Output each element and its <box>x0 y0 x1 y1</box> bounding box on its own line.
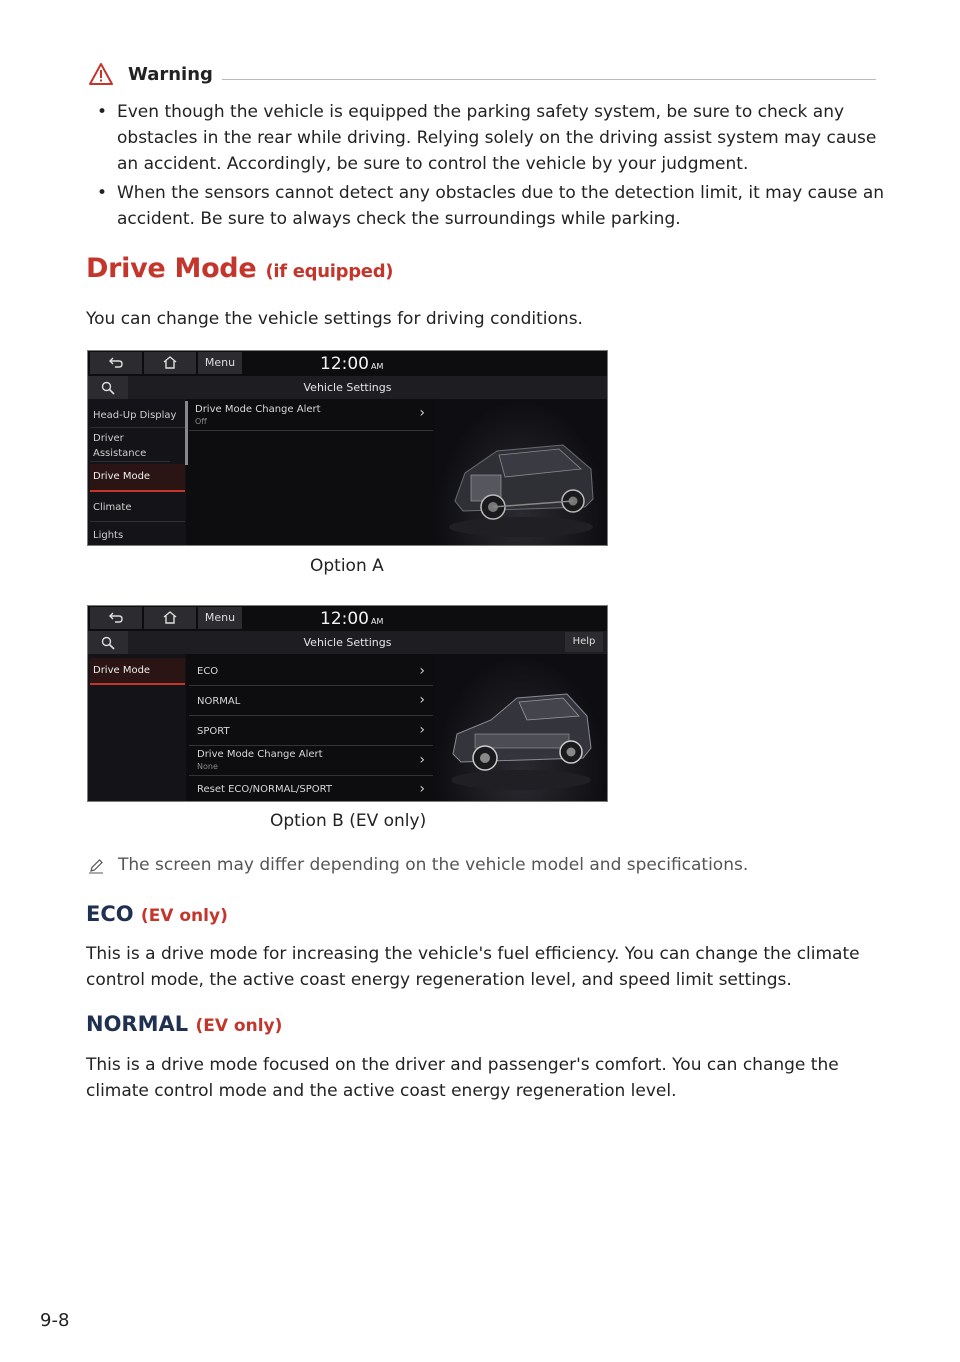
home-icon <box>163 611 177 624</box>
row-value: Off <box>195 417 207 426</box>
row-label: ECO <box>197 666 219 677</box>
menu-scrollbar[interactable] <box>185 401 188 465</box>
clock-ampm: AM <box>371 617 384 626</box>
top-bar <box>88 351 607 376</box>
settings-menu <box>88 399 186 546</box>
vehicle-image-panel <box>435 399 607 545</box>
row-label: Reset ECO/NORMAL/SPORT <box>197 784 332 795</box>
menu-item-lights[interactable]: Lights <box>93 530 124 541</box>
caption-option-a: Option A <box>310 556 384 576</box>
ev-vehicle-illustration <box>435 654 607 801</box>
eco-suffix: (EV only) <box>140 906 228 926</box>
normal-text: This is a drive mode focused on the driver and passenger's comfort. You can change the climate control mode and the active coast energy regeneration level. <box>86 1055 839 1101</box>
clock-time: 12:00 <box>320 609 369 629</box>
row-label: SPORT <box>197 726 230 737</box>
back-icon <box>109 612 123 624</box>
settings-menu <box>88 654 186 802</box>
chevron-right-icon: › <box>419 752 425 768</box>
warning-list <box>97 99 887 235</box>
section-title-text: Drive Mode <box>86 253 257 284</box>
warning-divider <box>222 79 876 80</box>
settings-list <box>189 654 433 802</box>
screen-title: Vehicle Settings <box>303 381 392 394</box>
pencil-icon <box>88 858 104 874</box>
menu-item-head-up-display[interactable]: Head-Up Display <box>90 404 185 428</box>
screen-option-b <box>87 605 608 802</box>
back-icon <box>109 357 123 369</box>
clock-ampm: AM <box>371 362 384 371</box>
home-icon <box>163 356 177 369</box>
page-number: 9-8 <box>40 1310 70 1331</box>
caption-option-b: Option B (EV only) <box>270 811 427 831</box>
back-button[interactable] <box>90 607 142 629</box>
chevron-right-icon: › <box>419 663 425 679</box>
screen-option-a <box>87 350 608 546</box>
row-label: Drive Mode Change Alert <box>195 404 321 415</box>
normal-heading <box>86 1012 282 1036</box>
warning-bullet: • When the sensors cannot detect any obstacles due to the detection limit, it may cause an accident. Be sure to always check the surroundings while parking. <box>97 180 887 232</box>
section-title <box>86 253 393 284</box>
screen-title: Vehicle Settings <box>303 636 392 649</box>
row-value: None <box>197 762 218 771</box>
menu-item-climate[interactable]: Climate <box>90 494 185 522</box>
menu-button[interactable]: Menu <box>198 607 242 629</box>
row-sport[interactable] <box>189 717 433 746</box>
settings-list <box>189 399 433 546</box>
title-bar <box>88 376 607 399</box>
row-label: NORMAL <box>197 696 241 707</box>
chevron-right-icon: › <box>419 781 425 797</box>
top-bar <box>88 606 607 631</box>
warning-icon <box>89 63 113 85</box>
vehicle-image-panel <box>435 654 607 801</box>
chevron-right-icon: › <box>419 405 425 421</box>
menu-item-driver-assistance[interactable]: Driver Assistance <box>90 429 170 462</box>
warning-bullet: • Even though the vehicle is equipped the parking safety system, be sure to check any obstacles in the rear while driving. Relying solely on the driving assist system may cause an accident. Accordingly, be sure to control the vehicle by your judgment. <box>97 99 887 177</box>
menu-item-drive-mode[interactable]: Drive Mode <box>90 658 185 685</box>
warning-title: Warning <box>128 64 213 85</box>
clock <box>320 354 383 374</box>
section-title-suffix: (if equipped) <box>265 261 394 282</box>
menu-item-drive-mode[interactable]: Drive Mode <box>90 464 185 492</box>
normal-title: NORMAL <box>86 1012 189 1036</box>
row-eco[interactable] <box>189 658 433 686</box>
row-drive-mode-change-alert[interactable] <box>189 401 433 431</box>
row-reset[interactable] <box>189 777 433 802</box>
section-intro: You can change the vehicle settings for driving conditions. <box>86 309 583 329</box>
row-normal[interactable] <box>189 687 433 716</box>
normal-suffix: (EV only) <box>195 1016 283 1036</box>
chevron-right-icon: › <box>419 692 425 708</box>
clock-time: 12:00 <box>320 354 369 374</box>
menu-button[interactable]: Menu <box>198 352 242 374</box>
clock <box>320 609 383 629</box>
eco-text: This is a drive mode for increasing the vehicle's fuel efficiency. You can change the climate control mode, the active coast energy regeneration level, and speed limit settings. <box>86 944 860 990</box>
eco-title: ECO <box>86 902 134 926</box>
help-button[interactable]: Help <box>565 632 603 652</box>
back-button[interactable] <box>90 352 142 374</box>
eco-heading <box>86 902 228 926</box>
row-label: Drive Mode Change Alert <box>197 749 323 760</box>
home-button[interactable] <box>144 607 196 629</box>
title-bar <box>88 631 607 654</box>
row-drive-mode-change-alert[interactable] <box>189 747 433 776</box>
note-text: The screen may differ depending on the vehicle model and specifications. <box>118 855 749 875</box>
vehicle-chassis-illustration <box>435 399 607 545</box>
chevron-right-icon: › <box>419 722 425 738</box>
home-button[interactable] <box>144 352 196 374</box>
